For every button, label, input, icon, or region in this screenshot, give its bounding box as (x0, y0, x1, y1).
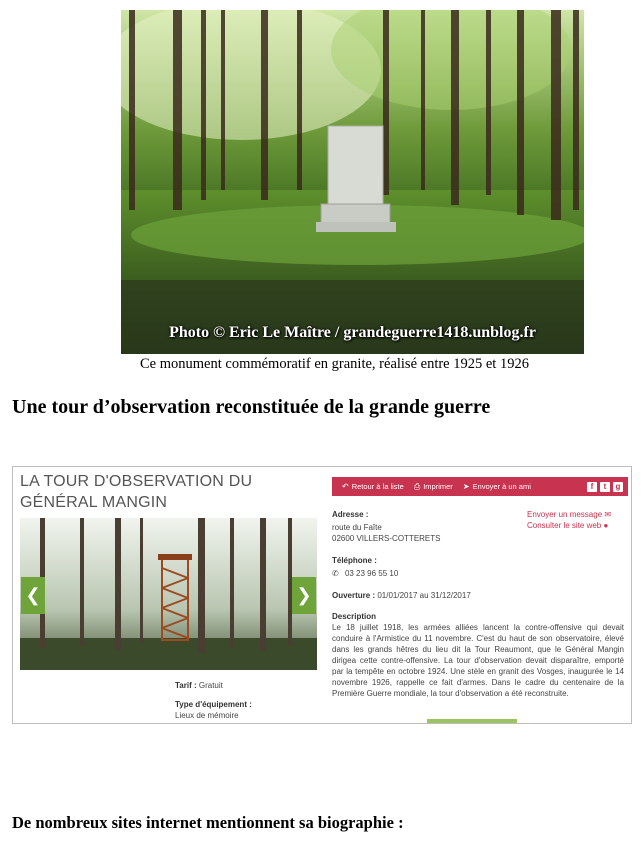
equipment-type-row (175, 699, 252, 721)
phone-number[interactable]: 03 23 96 55 10 (344, 569, 399, 578)
tarif-row (175, 680, 223, 691)
google-plus-icon[interactable]: g (613, 482, 623, 492)
send-to-friend-button[interactable] (463, 482, 531, 491)
listing-details (332, 509, 628, 699)
back-to-list-label: Retour à la liste (351, 482, 404, 491)
photo-credit: Photo © Eric Le Maître / grandeguerre1418.unblog.fr (169, 324, 536, 341)
address-label: Adresse : (332, 510, 369, 519)
social-share (584, 482, 623, 492)
contact-links (527, 509, 611, 531)
carousel-prev-arrow-icon[interactable]: ❮ (21, 577, 45, 614)
decorative-strip (427, 719, 517, 723)
opening-label: Ouverture : (332, 591, 376, 600)
back-arrow-icon: ↶ (342, 482, 349, 491)
print-label: Imprimer (423, 482, 453, 491)
forest-monument-image (121, 10, 584, 354)
send-to-friend-label: Envoyer à un ami (472, 482, 531, 491)
opening-value: 01/01/2017 au 31/12/2017 (377, 591, 471, 600)
send-arrow-icon: ➤ (462, 482, 470, 491)
envelope-icon: ✉ (604, 510, 612, 519)
address-line2: 02600 VILLERS-COTTERETS (332, 534, 441, 543)
listing-title-line1: LA TOUR D'OBSERVATION DU (20, 473, 253, 490)
phone-label: Téléphone : (332, 556, 377, 565)
monument-photo (121, 10, 584, 354)
facebook-icon[interactable]: f (587, 482, 597, 492)
phone-icon: ✆ (332, 569, 339, 578)
tower-photo-carousel[interactable] (20, 518, 317, 670)
print-button[interactable] (414, 482, 453, 492)
listing-title-line2: GÉNÉRAL MANGIN (20, 494, 168, 511)
send-message-label: Envoyer un message (527, 510, 603, 519)
twitter-icon[interactable]: t (600, 482, 610, 492)
globe-icon: ● (603, 521, 609, 530)
photo-caption: Ce monument commémoratif en granite, réalisé entre 1925 et 1926 (140, 356, 529, 372)
address-line1: route du Faîte (332, 523, 382, 532)
equipment-type-value: Lieux de mémoire (175, 711, 239, 720)
visit-website-label: Consulter le site web (527, 521, 602, 530)
tarif-value: Gratuit (198, 681, 223, 690)
phone-row (332, 568, 628, 579)
observation-tower-image (20, 518, 317, 670)
section-heading: Une tour d’observation reconstituée de la grande guerre (12, 396, 491, 418)
description-label: Description (332, 612, 377, 621)
listing-toolbar (332, 477, 628, 496)
opening-row (332, 590, 628, 601)
tourism-listing-card (12, 466, 632, 724)
description-text: Le 18 juillet 1918, les armées alliées lancent la contre-offensive qui devait conduire à l'Armistice du 11 novembre. C'est du haut de son observatoire, élevé dans les grands hêtres du lieu dit la Tour Reaumont, que le Général Mangin dirigea cette contre-offensive. La tour d'observation devait disparaître, emporté par la tempête en octobre 1924. Une stèle en granit des Vosges, inaugurée le 14 novembre 1926, rappelle ce fait d'armes. Dans le cadre du centenaire de la Première Guerre mondiale, la tour d'observation a été reconstruite. (332, 623, 624, 698)
equipment-type-label: Type d'équipement : (175, 700, 252, 709)
send-message-link[interactable] (527, 509, 611, 520)
carousel-next-arrow-icon[interactable]: ❯ (292, 577, 316, 614)
back-to-list-button[interactable] (342, 482, 404, 491)
tarif-label: Tarif : (175, 681, 197, 690)
printer-icon: ⎙ (413, 481, 421, 491)
visit-website-link[interactable] (527, 520, 611, 531)
listing-title (20, 471, 252, 513)
section-heading-biography: De nombreux sites internet mentionnent sa biographie : (12, 813, 404, 832)
